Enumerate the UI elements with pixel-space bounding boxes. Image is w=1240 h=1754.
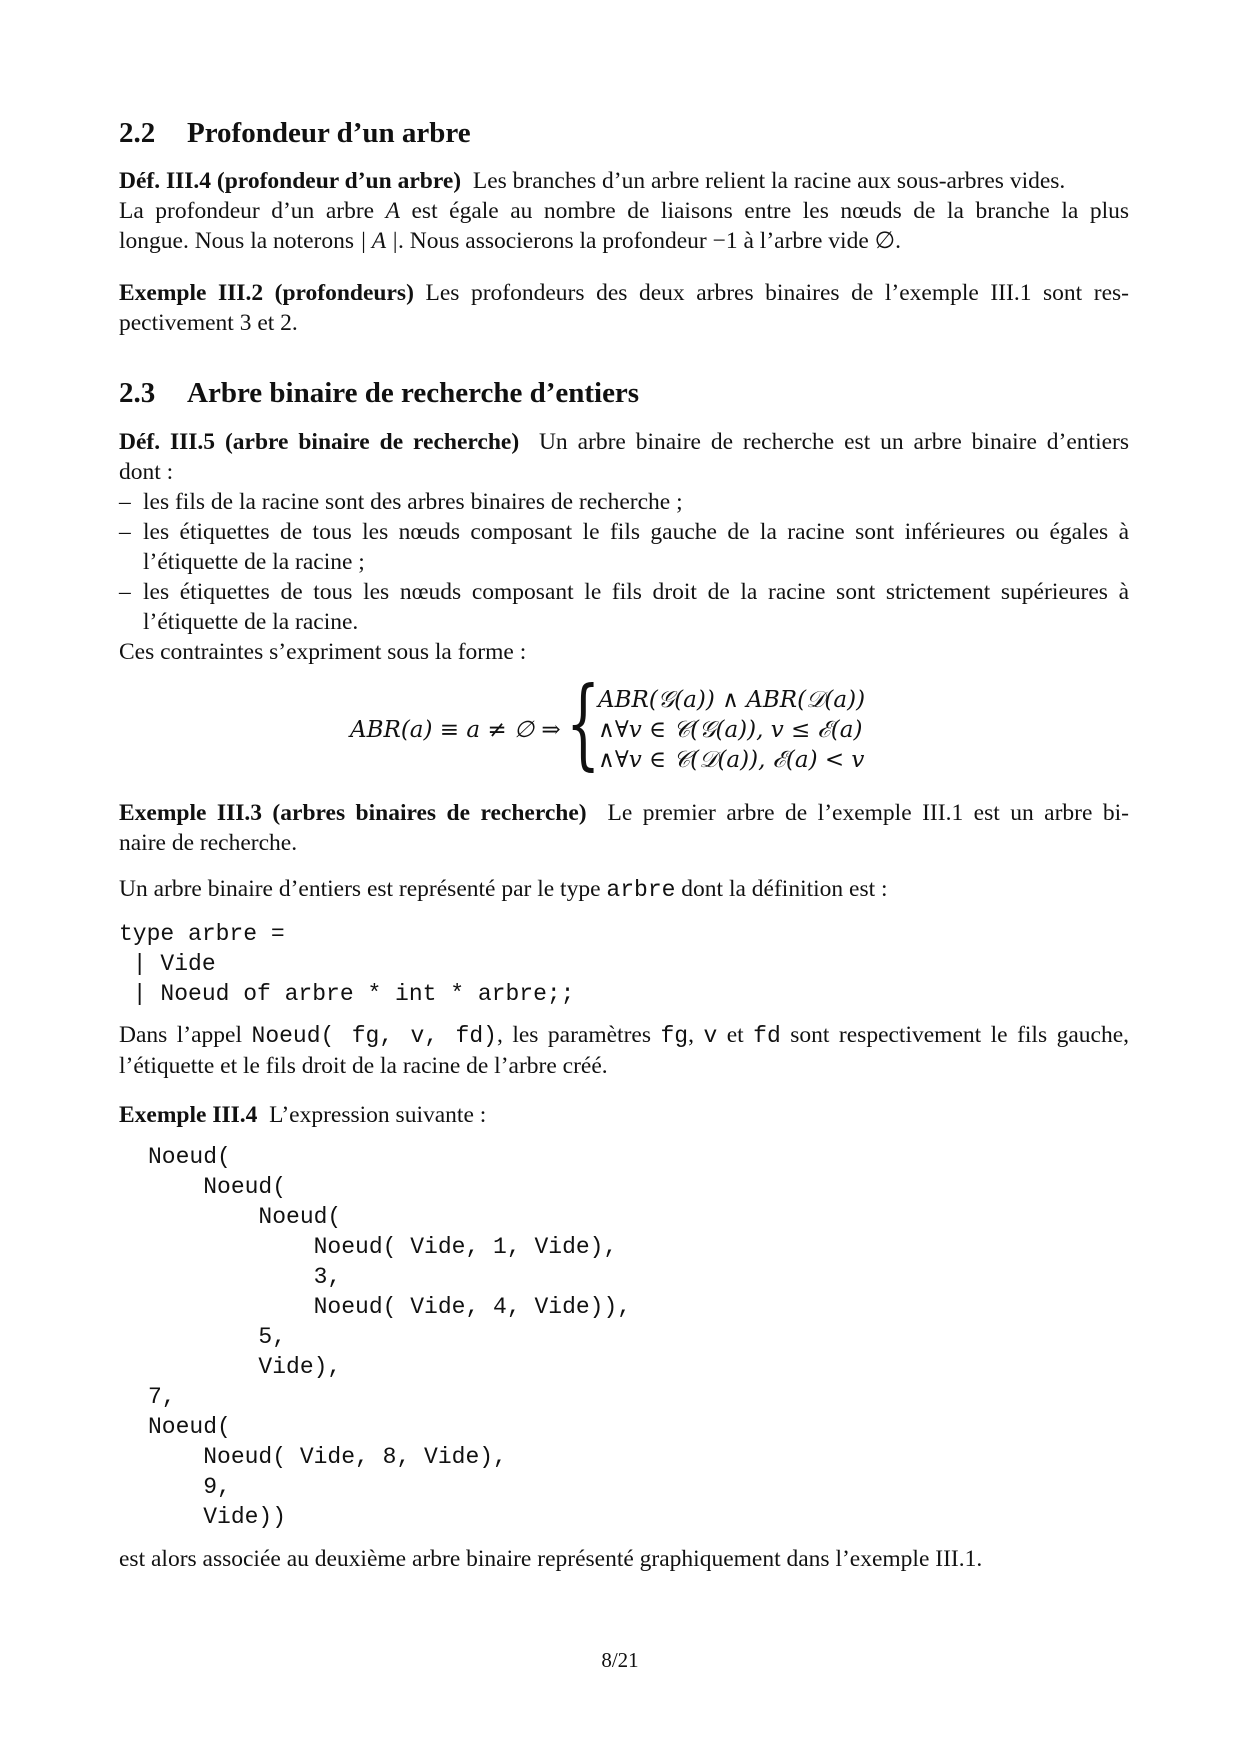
definition-text: Un arbre binaire de recherche est un arbre binaire d’entiers [538,429,1130,455]
example-text: Le premier arbre de l’exemple III.1 est un arbre bi- [607,800,1129,826]
definition-III-5 [119,427,1129,487]
math-value: −1 [712,228,738,254]
code-inline: fg [660,1023,689,1049]
call-description [119,1020,1129,1081]
definition-label: Déf. III.5 (arbre binaire de recherche) [119,429,520,455]
example-label: Exemple III.3 (arbres binaires de recherche) [119,800,587,826]
list-item [119,487,1129,517]
body-text: Dans l’appel [119,1022,252,1048]
depth-notation: | A | [359,228,399,254]
definition-text: Les branches d’un arbre relient la racine aux sous-arbres vides. [472,168,1066,194]
bullet-dash: – [119,519,131,545]
formula-line: ∧∀v ∈ 𝒞(𝒟(a)), ℰ(a) < v [598,747,865,773]
formula-line: ∧∀v ∈ 𝒞(𝒢(a)), v ≤ ℰ(a) [598,717,863,743]
formula-line: ABR(𝒢(a)) ∧ ABR(𝒟(a)) [598,687,866,713]
body-text: , les paramètres [496,1022,661,1048]
section-number: 2.3 [119,377,156,409]
section-heading-2-2 [119,116,471,150]
type-definition-code: type arbre = | Vide | Noeud of arbre * int * arbre;; [119,921,575,1007]
definition-text: longue. Nous la noterons [119,228,360,254]
example-text: pectivement 3 et 2. [119,310,298,336]
example-III-3 [119,798,1129,858]
code-inline: Noeud( fg, v, fd) [251,1023,497,1049]
expression-code: Noeud( Noeud( Noeud( Noeud( Vide, 1, Vide), 3, Noeud( Vide, 4, Vide)), 5, Vide), 7, Noeud( Noeud( Vide, 8, Vide), 9, Vide)) [148,1144,632,1530]
definition-text: à l’arbre vide ∅. [737,228,901,254]
body-text: sont respectivement le fils gauche, [780,1022,1129,1048]
section-number: 2.2 [119,117,156,149]
example-text: naire de recherche. [119,830,298,856]
bullet-text: les fils de la racine sont des arbres binaires de recherche ; [143,489,683,515]
example-text: L’expression suivante : [269,1102,487,1128]
section-heading-2-3 [119,376,639,410]
constraints-intro: Ces contraintes s’expriment sous la forme : [119,639,527,665]
conclusion-text: est alors associée au deuxième arbre binaire représenté graphiquement dans l’exemple III.1. [119,1546,983,1572]
page-number: 8/21 [601,1648,639,1672]
example-label: Exemple III.2 (profondeurs) [119,280,414,306]
type-intro [119,874,1129,905]
body-text: Un arbre binaire d’entiers est représenté par le type [119,876,607,902]
bullet-dash: – [119,489,131,515]
code-inline: v [703,1023,718,1049]
definition-III-4 [119,166,1129,256]
definition-text: La profondeur d’un arbre [119,198,386,224]
section-title: Profondeur d’un arbre [187,117,471,149]
example-III-4 [119,1100,1129,1130]
bullet-text: les étiquettes de tous les nœuds composant le fils droit de la racine sont strictement supérieures à l’étiquette de la racine. [143,579,1129,635]
list-item [119,517,1129,577]
bullet-text: les étiquettes de tous les nœuds composant le fils gauche de la racine sont inférieures ou égales à l’étiquette de la racine ; [143,519,1129,575]
example-III-2 [119,278,1129,338]
type-name: arbre [606,877,676,903]
formula-brace: { [566,667,601,781]
body-text: et [717,1022,754,1048]
formula-lhs: ABR(a) ≡ a ≠ ∅ ⇒ [350,717,561,743]
section-title: Arbre binaire de recherche d’entiers [187,377,640,409]
list-item [119,577,1129,637]
definition-text: . Nous associerons la profondeur [398,228,713,254]
definition-label: Déf. III.4 (profondeur d’un arbre) [119,168,462,194]
definition-text: dont : [119,459,174,485]
example-text: Les profondeurs des deux arbres binaires de l’exemple III.1 sont res- [425,280,1129,306]
body-text: dont la définition est : [675,876,888,902]
definition-text: est égale au nombre de liaisons entre les nœuds de la branche la plus [399,198,1129,224]
math-var: A [385,198,400,224]
example-label: Exemple III.4 [119,1102,258,1128]
body-text: l’étiquette et le fils droit de la racine de l’arbre créé. [119,1053,608,1079]
body-text: , [688,1022,704,1048]
bullet-dash: – [119,579,131,605]
code-inline: fd [753,1023,781,1049]
